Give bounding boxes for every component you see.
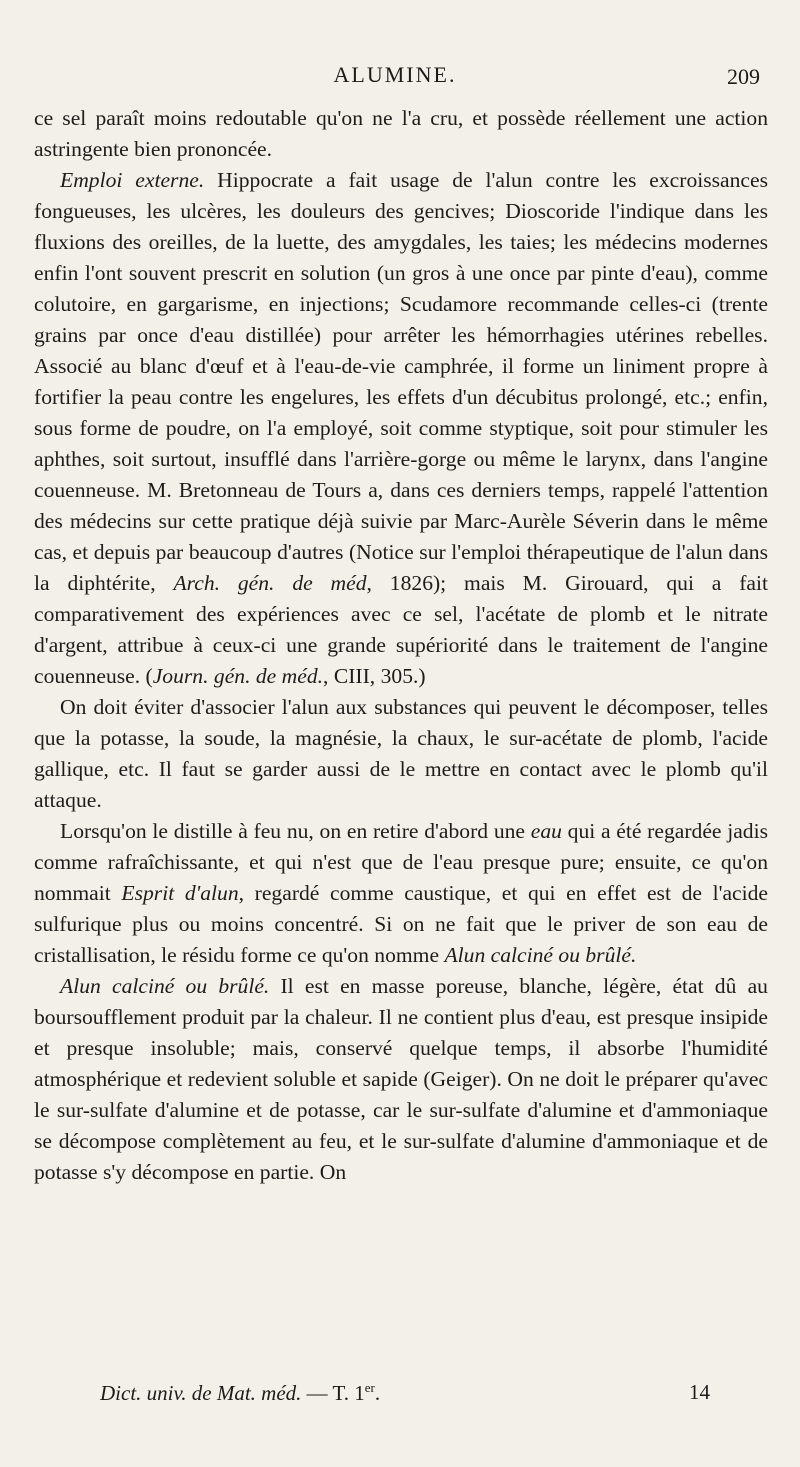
signature-end: .	[374, 1381, 381, 1405]
signature-volume: — T. 1	[301, 1381, 365, 1405]
text: Hippocrate a fait usage de l'alun contre les excroissances fongueuses, les ulcères, les douleurs des gencives; Dioscoride l'indique dans les fluxions des oreilles, de la luette, des amygdales, les taies; les médecins modernes enfin l'ont souvent prescrit en solution (un gros à une once par pinte d'eau), comme colutoire, en gargarisme, en injections; Scudamore recommande celles-ci (trente grains par once d'eau distillée) pour arrêter les hémorrhagies utérines rebelles. Associé au blanc d'œuf et à l'eau-de-vie camphrée, il forme un liniment propre à fortifier la peau contre les engelures, les effets d'un décubitus prolongé, etc.; enfin, sous forme de poudre, on l'a employé, soit comme styptique, soit pour stimuler les aphthes, soit surtout, insufflé dans l'arrière-gorge ou même le larynx, dans l'angine couenneuse. M. Bretonneau de Tours a, dans ces derniers temps, rappelé l'attention des médecins sur cette pratique déjà suivie par Marc-Aurèle Séverin dans le même cas, et depuis par beaucoup d'autres (Notice sur l'emploi thérapeutique de l'alun dans la diphtérite,	[34, 168, 769, 595]
paragraph-alun-calcine	[34, 971, 768, 1188]
signature-title: Dict. univ. de Mat. méd.	[100, 1381, 302, 1405]
paragraph-incompatibilities	[34, 692, 768, 816]
signature-line	[100, 1380, 380, 1406]
page-body	[34, 103, 768, 1188]
citation: Arch. gén. de méd	[173, 571, 367, 595]
paragraph-continuation	[34, 103, 768, 165]
text: Il est en masse poreuse, blanche, légère, état dû au boursoufflement produit par la chaleur. Il ne contient plus d'eau, est presque insipide et presque insoluble; mais, conservé quelque temps, il absorbe l'humidité atmosphérique et redevient soluble et sapide (Geiger). On ne doit le préparer qu'avec le sur-sulfate d'alumine et de potasse, car le sur-sulfate d'alumine et d'ammoniaque se décompose complètement au feu, et le sur-sulfate d'alumine d'ammoniaque et de potasse s'y décompose en partie. On	[34, 974, 768, 1184]
section-lead: Alun calciné ou brûlé.	[60, 974, 270, 998]
citation: Journ. gén. de méd.	[152, 664, 324, 688]
text: , CIII, 305.)	[323, 664, 426, 688]
paragraph-emploi-externe	[34, 165, 768, 692]
term: eau	[530, 819, 562, 843]
paragraph-distillation	[34, 816, 768, 971]
text: , regardé comme caustique, et qui en effet est de l'acide sulfurique plus ou moins concentré. Si on ne fait que le priver de son eau de cristallisation, le résidu forme ce qu'on nomme	[34, 881, 769, 967]
sheet-number: 14	[689, 1380, 710, 1404]
signature-superscript: er	[364, 1380, 375, 1395]
text: On doit éviter d'associer l'alun aux substances qui peuvent le décomposer, telles que la potasse, la soude, la magnésie, la chaux, le sur-acétate de plomb, l'acide gallique, etc. Il faut se garder aussi de le mettre en contact avec le plomb qu'il attaque.	[34, 695, 768, 812]
text: ce sel paraît moins redoutable qu'on ne l'a cru, et possède réellement une action astringente bien prononcée.	[34, 106, 768, 161]
term: Esprit d'alun	[121, 881, 239, 905]
running-title: ALUMINE.	[333, 62, 457, 87]
page-footer	[100, 1380, 710, 1416]
text: Lorsqu'on le distille à feu nu, on en retire d'abord une	[60, 819, 531, 843]
page-header	[30, 62, 760, 102]
page-number: 209	[727, 64, 760, 89]
text: qui a été regardée jadis comme rafraîchissante, et qui n'est que de l'eau presque pure; ensuite, ce qu'on nommait	[34, 819, 768, 905]
section-lead: Emploi externe.	[60, 168, 205, 192]
text: , 1826); mais M. Girouard, qui a fait comparativement des expériences avec ce sel, l'acétate de plomb et le nitrate d'argent, attribue à ceux-ci une grande supériorité dans le traitement de l'angine couenneuse. (	[34, 571, 769, 688]
term: Alun calciné ou brûlé.	[444, 943, 637, 967]
